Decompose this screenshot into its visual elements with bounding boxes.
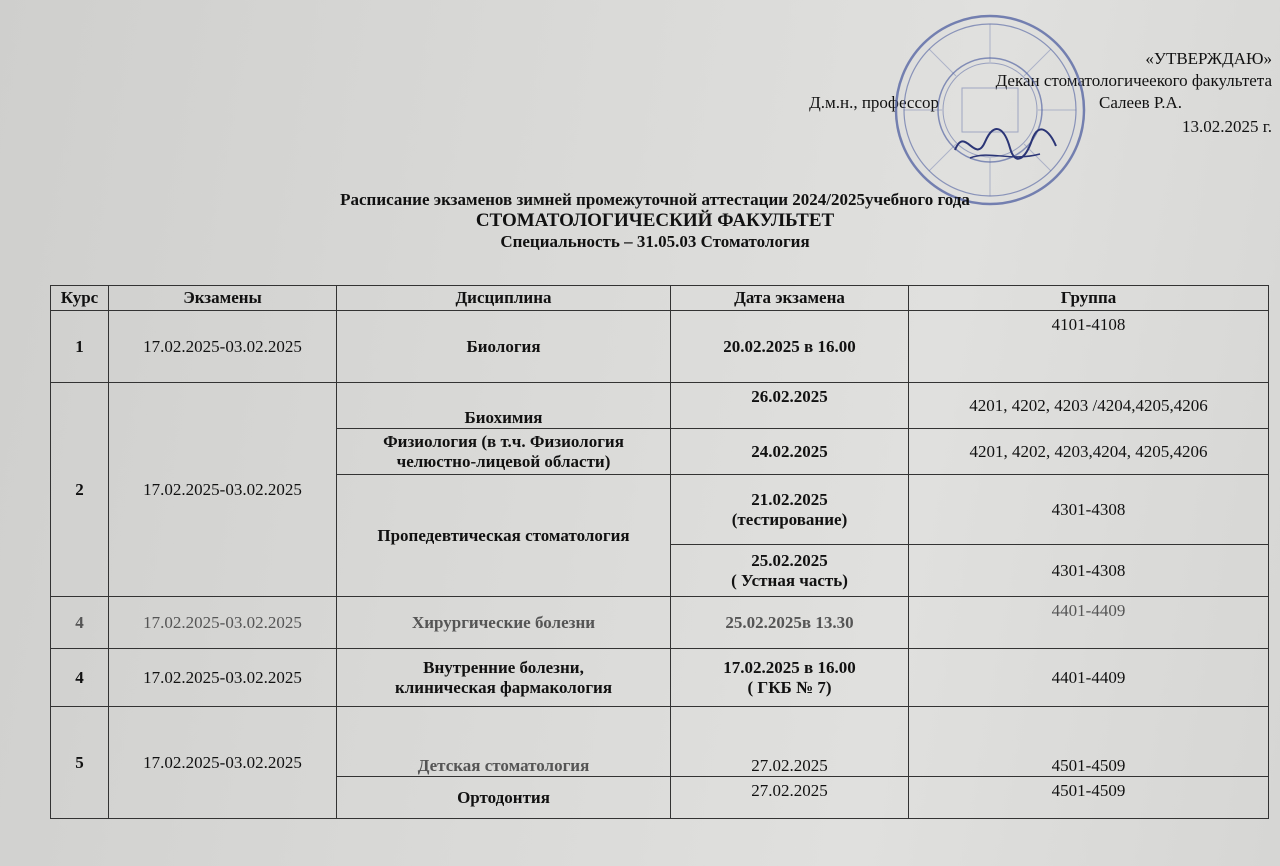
discipline-cell: Хирургические болезни <box>337 597 671 649</box>
group-cell: 4301-4308 <box>909 475 1269 545</box>
group-cell: 4201, 4202, 4203 /4204,4205,4206 <box>909 383 1269 429</box>
table-row <box>51 311 1269 383</box>
faculty-name: СТОМАТОЛОГИЧЕСКИЙ ФАКУЛЬТЕТ <box>475 210 835 231</box>
official-stamp <box>890 10 1090 210</box>
document-header <box>0 190 1280 252</box>
table-row <box>51 707 1269 777</box>
period-cell: 17.02.2025-03.02.2025 <box>109 311 337 383</box>
discipline-cell <box>337 649 671 707</box>
discipline-cell: Биология <box>337 311 671 383</box>
col-date: Дата экзамена <box>671 286 909 311</box>
date-cell: 24.02.2025 <box>671 429 909 475</box>
table-row <box>51 649 1269 707</box>
period-cell: 17.02.2025-03.02.2025 <box>109 649 337 707</box>
discipline-line: клиническая фармакология <box>394 677 613 697</box>
course-cell: 2 <box>51 383 109 597</box>
table-row <box>51 383 1269 429</box>
date-cell: 27.02.2025 <box>671 777 909 819</box>
date-line: 17.02.2025 в 16.00 <box>723 657 856 677</box>
date-cell <box>671 545 909 597</box>
course-cell: 4 <box>51 649 109 707</box>
date-line: 21.02.2025 <box>751 489 828 509</box>
date-cell: 20.02.2025 в 16.00 <box>671 311 909 383</box>
date-line: ( Устная часть) <box>731 570 848 590</box>
discipline-cell: Биохимия <box>337 383 671 429</box>
period-cell: 17.02.2025-03.02.2025 <box>109 383 337 597</box>
approval-position: Декан стоматологичеекого факультета <box>995 71 1272 90</box>
signature <box>950 120 1060 170</box>
date-cell: 26.02.2025 <box>671 383 909 429</box>
period-cell: 17.02.2025-03.02.2025 <box>109 707 337 819</box>
document-title: Расписание экзаменов зимней промежуточной аттестации 2024/2025учебного года <box>340 190 970 209</box>
group-cell: 4401-4409 <box>909 597 1269 649</box>
course-cell: 5 <box>51 707 109 819</box>
group-cell: 4101-4108 <box>909 311 1269 383</box>
course-cell: 1 <box>51 311 109 383</box>
date-cell: 27.02.2025 <box>671 707 909 777</box>
group-cell: 4301-4308 <box>909 545 1269 597</box>
discipline-cell: Детская стоматология <box>337 707 671 777</box>
col-exams: Экзамены <box>109 286 337 311</box>
discipline-cell <box>337 429 671 475</box>
col-discipline: Дисциплина <box>337 286 671 311</box>
date-cell: 25.02.2025в 13.30 <box>671 597 909 649</box>
approval-date: 13.02.2025 г. <box>1181 117 1272 136</box>
discipline-line: Физиология (в т.ч. Физиология <box>383 431 624 451</box>
date-cell <box>671 475 909 545</box>
exam-schedule-table <box>50 285 1269 819</box>
group-cell: 4501-4509 <box>909 777 1269 819</box>
approval-name: Салеев Р.А. <box>1099 93 1182 112</box>
specialty: Специальность – 31.05.03 Стоматология <box>500 232 810 251</box>
discipline-line: Внутренние болезни, <box>423 657 584 677</box>
col-course: Курс <box>51 286 109 311</box>
approval-title: «УТВЕРЖДАЮ» <box>1145 49 1272 68</box>
discipline-line: челюстно-лицевой области) <box>396 451 611 471</box>
discipline-cell: Ортодонтия <box>337 777 671 819</box>
period-cell: 17.02.2025-03.02.2025 <box>109 597 337 649</box>
date-cell <box>671 649 909 707</box>
date-line: (тестирование) <box>731 509 848 529</box>
col-group: Группа <box>909 286 1269 311</box>
group-cell: 4401-4409 <box>909 649 1269 707</box>
table-header-row <box>51 286 1269 311</box>
group-cell: 4501-4509 <box>909 707 1269 777</box>
group-cell: 4201, 4202, 4203,4204, 4205,4206 <box>909 429 1269 475</box>
discipline-cell: Пропедевтическая стоматология <box>337 475 671 597</box>
date-line: ( ГКБ № 7) <box>747 677 832 697</box>
table-row <box>51 597 1269 649</box>
date-line: 25.02.2025 <box>751 550 828 570</box>
course-cell: 4 <box>51 597 109 649</box>
approval-degree: Д.м.н., профессор <box>809 93 939 112</box>
